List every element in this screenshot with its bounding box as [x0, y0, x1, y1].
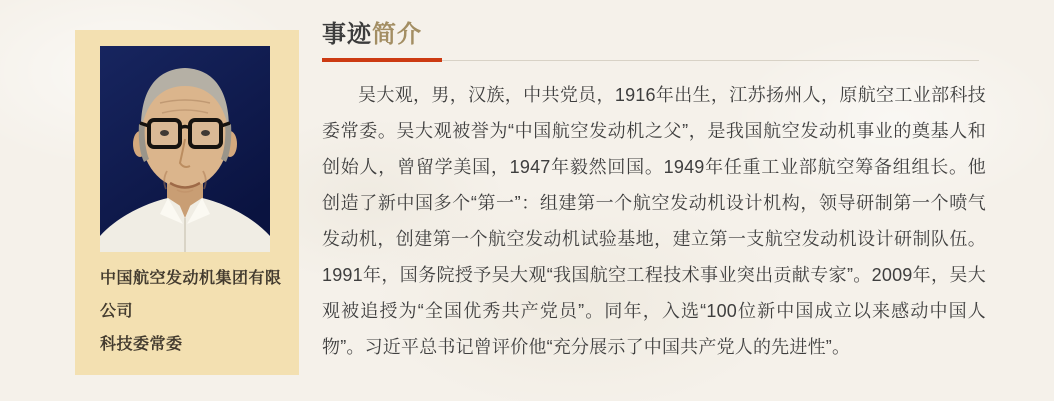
title-accent-bar [322, 58, 442, 62]
deeds-section [322, 20, 986, 365]
section-title [322, 20, 986, 50]
portrait-photo [100, 46, 270, 252]
section-title-secondary: 简介 [372, 21, 422, 48]
caption-role: 科技委常委 [100, 336, 183, 353]
photo-caption [100, 262, 284, 361]
caption-company: 中国航空发动机集团有限公司 [100, 270, 282, 320]
section-title-primary: 事迹 [322, 21, 372, 48]
biography-paragraph: 吴大观，男，汉族，中共党员，1916年出生，江苏扬州人，原航空工业部科技委常委。吴大观被誉为“中国航空发动机之父”，是我国航空发动机事业的奠基人和创始人，曾留学美国，1947年毅然回国。1949年任重工业部航空筹备组组长。他创造了新中国多个“第一”：组建第一个航空发动机设计机构，领导研制第一个喷气发动机，创建第一个航空发动机试验基地，建立第一支航空发动机设计研制队伍。1991年，国务院授予吴大观“我国航空工程技术事业突出贡献专家”。2009年，吴大观被追授为“全国优秀共产党员”。同年，入选“100位新中国成立以来感动中国人物”。习近平总书记曾评价他“充分展示了中国共产党人的先进性”。 [322, 85, 986, 357]
title-divider [322, 58, 979, 62]
profile-card [75, 30, 299, 375]
title-rule-line [442, 60, 979, 61]
